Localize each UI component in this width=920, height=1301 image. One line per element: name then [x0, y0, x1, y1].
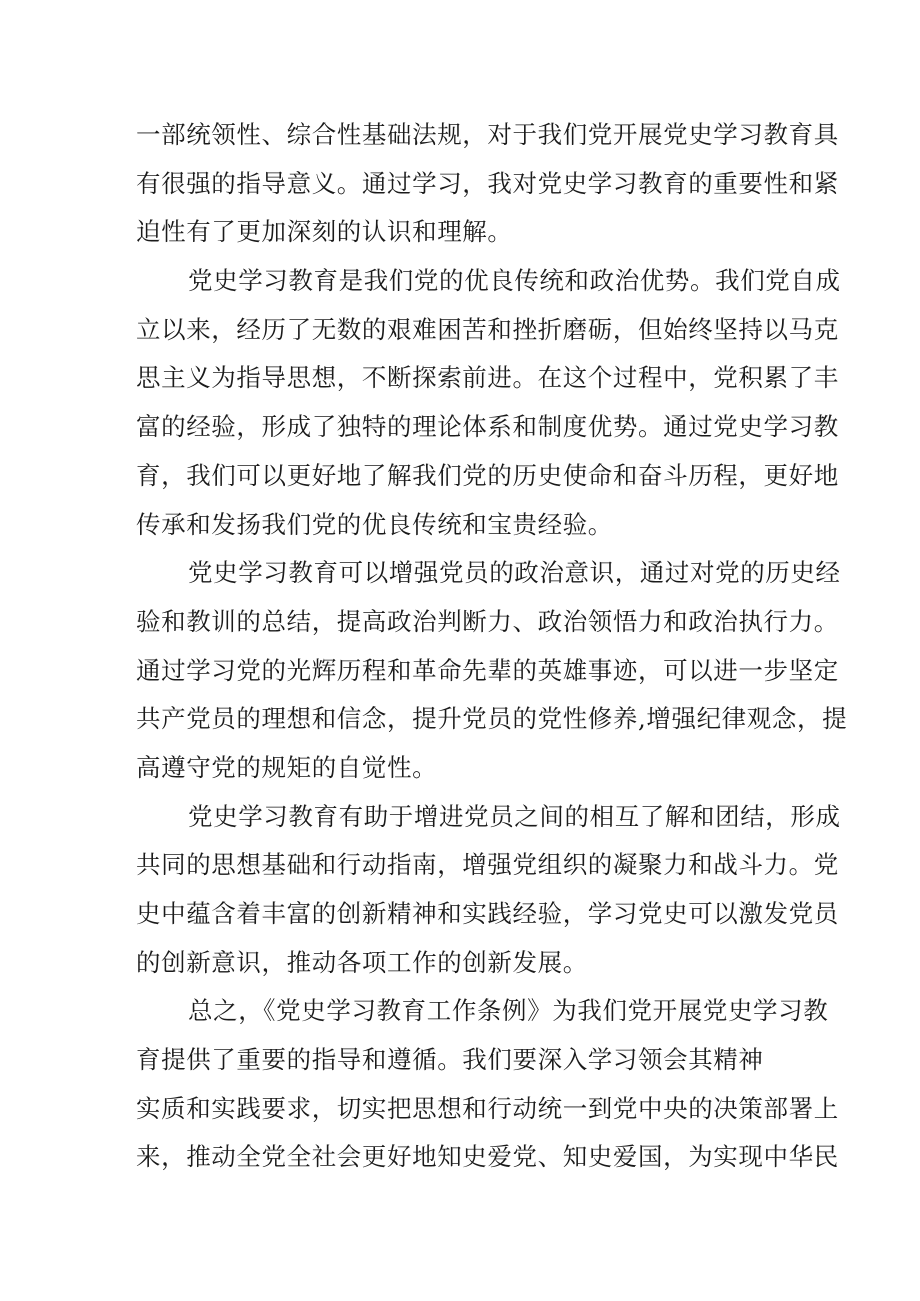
text-line: 立以来，经历了无数的艰难困苦和挫折磨砺，但始终坚持以马克 — [136, 314, 839, 344]
text-line: 育，我们可以更好地了解我们党的历史使命和奋斗历程，更好地 — [136, 460, 839, 490]
text-line: 有很强的指导意义。通过学习，我对党史学习教育的重要性和紧 — [136, 168, 839, 198]
paragraph-start-line: 总之，《党史学习教育工作条例》为我们党开展党史学习教 — [188, 996, 829, 1026]
paragraph-start-line: 党史学习教育可以增强党员的政治意识，通过对党的历史经 — [188, 558, 841, 588]
text-line: 一部统领性、综合性基础法规，对于我们党开展党史学习教育具 — [136, 120, 839, 149]
text-line: 共产党员的理想和信念，提升党员的党性修养,增强纪律观念，提 — [136, 704, 848, 734]
text-line: 史中蕴含着丰富的创新精神和实践经验，学习党史可以激发党员 — [136, 899, 839, 928]
paragraph-start-line: 党史学习教育是我们党的优良传统和政治优势。我们党自成 — [188, 266, 841, 296]
text-line: 思主义为指导思想，不断探索前进。在这个过程中，党积累了丰 — [136, 363, 839, 393]
text-line: 育提供了重要的指导和遵循。我们要深入学习领会其精神 — [136, 1045, 764, 1075]
paragraph-start-line: 党史学习教育有助于增进党员之间的相互了解和团结，形成 — [188, 801, 841, 831]
text-line: 通过学习党的光辉历程和革命先辈的英雄事迹，可以进一步坚定 — [136, 655, 839, 685]
document-body — [136, 111, 848, 1182]
text-line: 传承和发扬我们党的优良传统和宝贵经验。 — [136, 509, 613, 539]
text-line: 共同的思想基础和行动指南，增强党组织的凝聚力和战斗力。党 — [136, 850, 839, 880]
text-line: 富的经验，形成了独特的理论体系和制度优势。通过党史学习教 — [136, 412, 839, 442]
text-line: 来，推动全党全社会更好地知史爱党、知史爱国，为实现中华民 — [136, 1142, 839, 1172]
text-line: 的创新意识，推动各项工作的创新发展。 — [136, 947, 588, 977]
text-line: 实质和实践要求，切实把思想和行动统一到党中央的决策部署上 — [136, 1093, 839, 1123]
text-line: 迫性有了更加深刻的认识和理解。 — [136, 217, 513, 247]
text-line: 验和教训的总结，提高政治判断力、政治领悟力和政治执行力。 — [136, 606, 839, 636]
text-line: 高遵守党的规矩的自觉性。 — [136, 752, 438, 782]
